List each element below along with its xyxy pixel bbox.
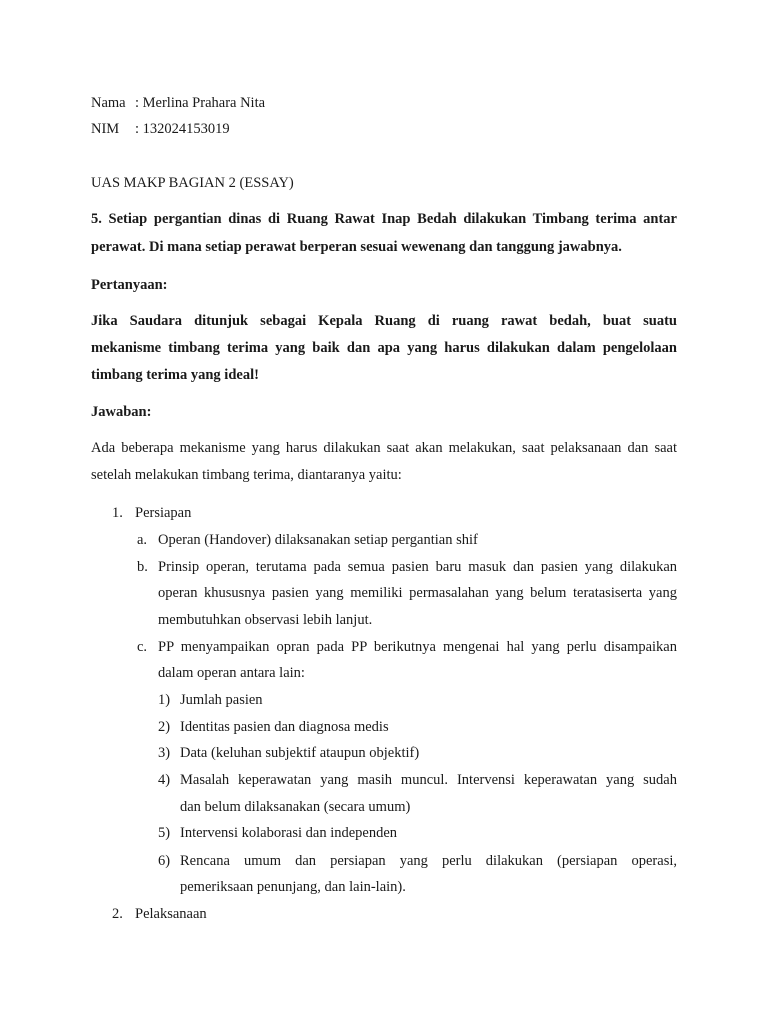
subsub-number: 2) [158, 719, 171, 735]
list-item-number: 1. [112, 505, 123, 521]
name-value: : Merlina Prahara Nita [135, 95, 266, 111]
subsub-item-6-line-2: pemeriksaan penunjang, dan lain-lain). [180, 879, 406, 895]
subsub-number: 4) [158, 772, 171, 788]
list-item-persiapan: Persiapan [135, 505, 192, 521]
sublist-item-b-line-3: membutuhkan observasi lebih lanjut. [158, 612, 373, 628]
subsub-item-1: Jumlah pasien [180, 692, 263, 708]
sublist-letter: b. [137, 559, 148, 575]
subsub-item-4-line-2: dan belum dilaksanakan (secara umum) [180, 799, 411, 815]
sublist-item-b-line-1: Prinsip operan, terutama pada semua pasien baru masuk dan pasien yang dilakukan [158, 559, 677, 575]
subsub-item-6-line-1: Rencana umum dan persiapan yang perlu dilakukan (persiapan operasi, [180, 853, 677, 869]
sublist-letter: c. [137, 639, 148, 655]
question-line-1: 5. Setiap pergantian dinas di Ruang Rawat Inap Bedah dilakukan Timbang terima antar [91, 211, 677, 227]
subsub-number: 6) [158, 853, 171, 869]
nim-value: : 132024153019 [135, 121, 230, 137]
subsub-number: 5) [158, 825, 171, 841]
question-line-2: perawat. Di mana setiap perawat berperan sesuai wewenang dan tanggung jawabnya. [91, 239, 622, 255]
name-label: Nama [91, 95, 126, 111]
sublist-item-a: Operan (Handover) dilaksanakan setiap pergantian shif [158, 532, 478, 548]
intro-line-2: setelah melakukan timbang terima, diantaranya yaitu: [91, 467, 402, 483]
jawaban-heading: Jawaban: [91, 404, 152, 420]
intro-line-1: Ada beberapa mekanisme yang harus dilakukan saat akan melakukan, saat pelaksanaan dan saat [91, 440, 677, 456]
sublist-item-b-line-2: operan khususnya pasien yang memiliki permasalahan yang belum teratasiserta yang [158, 585, 677, 601]
pertanyaan-line-1: Jika Saudara ditunjuk sebagai Kepala Ruang di ruang rawat bedah, buat suatu [91, 313, 677, 329]
subsub-number: 3) [158, 745, 171, 761]
list-item-pelaksanaan: Pelaksanaan [135, 906, 207, 922]
list-item-number: 2. [112, 906, 123, 922]
subsub-item-2: Identitas pasien dan diagnosa medis [180, 719, 389, 735]
subsub-item-5: Intervensi kolaborasi dan independen [180, 825, 398, 841]
subsub-item-4-line-1: Masalah keperawatan yang masih muncul. Intervensi keperawatan yang sudah [180, 772, 677, 788]
sublist-item-c-line-2: dalam operan antara lain: [158, 665, 305, 681]
pertanyaan-line-2: mekanisme timbang terima yang baik dan apa yang harus dilakukan dalam pengelolaan [91, 340, 677, 356]
subsub-item-3: Data (keluhan subjektif ataupun objektif) [180, 745, 420, 761]
document-title: UAS MAKP BAGIAN 2 (ESSAY) [91, 175, 294, 191]
subsub-number: 1) [158, 692, 171, 708]
pertanyaan-heading: Pertanyaan: [91, 277, 168, 293]
pertanyaan-line-3: timbang terima yang ideal! [91, 367, 259, 383]
nim-label: NIM [91, 121, 120, 137]
sublist-item-c-line-1: PP menyampaikan opran pada PP berikutnya mengenai hal yang perlu disampaikan [158, 639, 677, 655]
sublist-letter: a. [137, 532, 148, 548]
